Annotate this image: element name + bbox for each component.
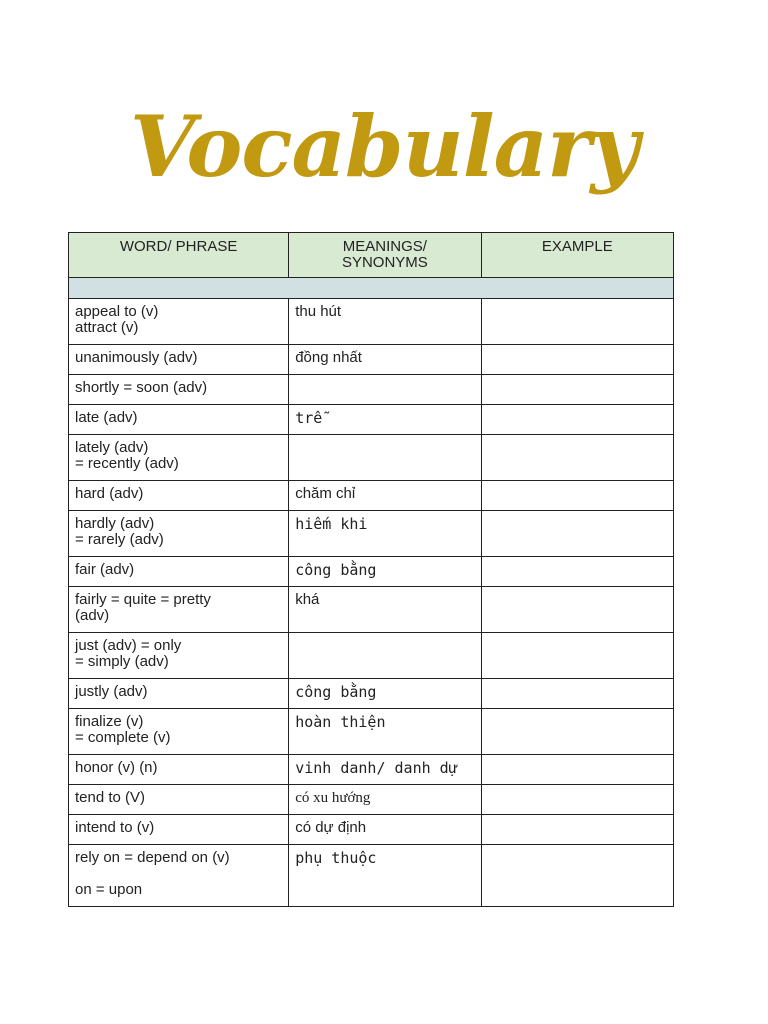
word-cell: [69, 845, 289, 907]
word-cell: [69, 435, 289, 481]
word-cell: honor (v) (n): [69, 755, 289, 785]
word-cell: late (adv): [69, 405, 289, 435]
table-row: [69, 435, 674, 481]
example-cell[interactable]: [481, 511, 673, 557]
word-cell: tend to (V): [69, 785, 289, 815]
word-text: fairly = quite = pretty: [75, 591, 211, 608]
example-cell[interactable]: [481, 679, 673, 709]
word-cell: [69, 299, 289, 345]
meaning-cell: đồng nhất: [289, 345, 481, 375]
table-row: [69, 633, 674, 679]
example-cell[interactable]: [481, 845, 673, 907]
meaning-cell: vinh danh/ danh dự: [289, 755, 481, 785]
section-band-cell: [69, 278, 674, 299]
meaning-cell: thu hút: [289, 299, 481, 345]
word-text-2: = recently (adv): [75, 455, 179, 472]
table-row: [69, 511, 674, 557]
section-band: [69, 278, 674, 299]
meaning-cell: có dự định: [289, 815, 481, 845]
example-cell[interactable]: [481, 815, 673, 845]
word-text-2: = rarely (adv): [75, 531, 164, 548]
table-row: [69, 375, 674, 405]
word-text: lately (adv): [75, 439, 149, 456]
word-cell: [69, 511, 289, 557]
table-row: [69, 785, 674, 815]
example-cell[interactable]: [481, 375, 673, 405]
meaning-cell: [289, 435, 481, 481]
table-row: [69, 587, 674, 633]
word-text: finalize (v): [75, 713, 144, 730]
example-cell[interactable]: [481, 481, 673, 511]
word-text: just (adv) = only: [75, 637, 182, 654]
header-meaning-line2: SYNONYMS: [341, 254, 428, 271]
table-row: [69, 815, 674, 845]
line-gap: [75, 866, 282, 882]
word-text-2: (adv): [75, 607, 110, 624]
table-header-row: [69, 233, 674, 278]
table-row: [69, 481, 674, 511]
meaning-cell: [289, 633, 481, 679]
word-text: rely on = depend on (v): [75, 849, 230, 866]
word-cell: justly (adv): [69, 679, 289, 709]
example-cell[interactable]: [481, 755, 673, 785]
word-text-2: attract (v): [75, 319, 139, 336]
word-cell: hard (adv): [69, 481, 289, 511]
meaning-cell: công bằng: [289, 557, 481, 587]
example-cell[interactable]: [481, 785, 673, 815]
meaning-cell: hiếm khi: [289, 511, 481, 557]
example-cell[interactable]: [481, 557, 673, 587]
example-cell[interactable]: [481, 405, 673, 435]
meaning-cell: trễ: [289, 405, 481, 435]
meaning-cell: phụ thuộc: [289, 845, 481, 907]
word-cell: unanimously (adv): [69, 345, 289, 375]
example-cell[interactable]: [481, 299, 673, 345]
word-text: hardly (adv): [75, 515, 155, 532]
meaning-cell: chăm chỉ: [289, 481, 481, 511]
meaning-cell: có xu hướng: [289, 785, 481, 815]
header-example: EXAMPLE: [481, 233, 673, 278]
word-cell: intend to (v): [69, 815, 289, 845]
word-text-2: = simply (adv): [75, 653, 169, 670]
example-cell[interactable]: [481, 587, 673, 633]
word-cell: [69, 587, 289, 633]
word-text: appeal to (v): [75, 303, 159, 320]
word-text-2: = complete (v): [75, 729, 171, 746]
word-text-2: on = upon: [75, 881, 143, 898]
table-row: [69, 679, 674, 709]
table-row: [69, 709, 674, 755]
header-meaning-line1: MEANINGS/: [342, 238, 427, 255]
example-cell[interactable]: [481, 709, 673, 755]
table-row: [69, 557, 674, 587]
header-meaning: [289, 233, 481, 278]
table-row: [69, 299, 674, 345]
word-cell: [69, 709, 289, 755]
word-cell: shortly = soon (adv): [69, 375, 289, 405]
vocabulary-table: [68, 232, 674, 907]
meaning-cell: hoàn thiện: [289, 709, 481, 755]
header-word: WORD/ PHRASE: [69, 233, 289, 278]
table-row: [69, 755, 674, 785]
example-cell[interactable]: [481, 345, 673, 375]
page-title: Vocabulary: [129, 97, 639, 196]
example-cell[interactable]: [481, 633, 673, 679]
meaning-cell: [289, 375, 481, 405]
table-row: [69, 845, 674, 907]
example-cell[interactable]: [481, 435, 673, 481]
meaning-cell: công bằng: [289, 679, 481, 709]
table-row: [69, 405, 674, 435]
table-row: [69, 345, 674, 375]
word-cell: [69, 633, 289, 679]
word-cell: fair (adv): [69, 557, 289, 587]
meaning-cell: khá: [289, 587, 481, 633]
